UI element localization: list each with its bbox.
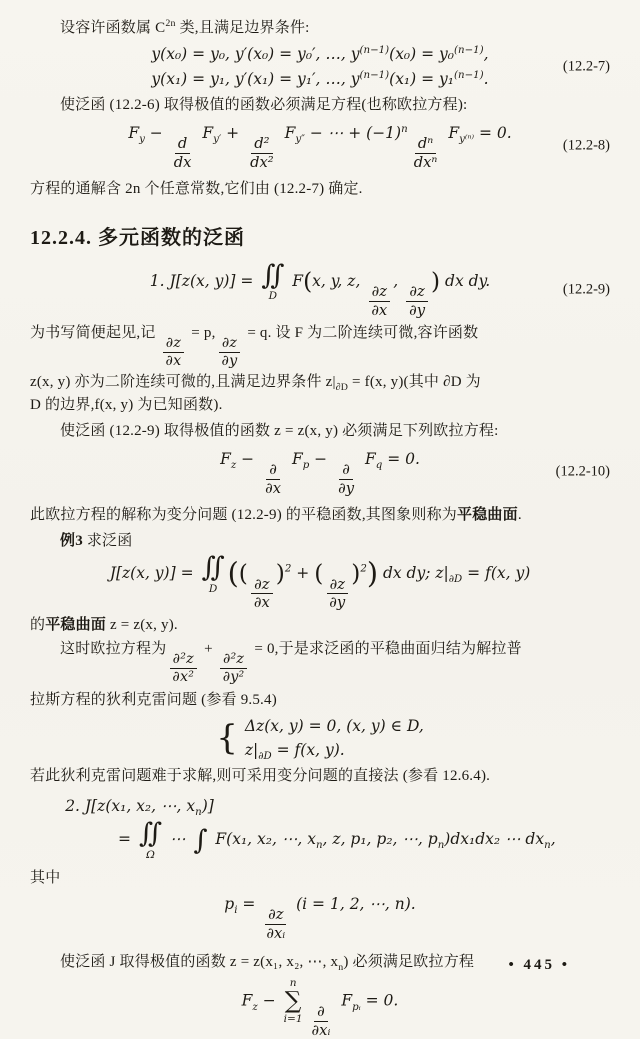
equation-number-12-2-8: (12.2-8) (562, 137, 610, 154)
paragraph-laplace-2: 拉斯方程的狄利克雷问题 (参看 9.5.4) (30, 691, 277, 708)
paragraph-admissible-1: z(x, y) 亦为二阶连续可微的,且满足边界条件 $z|_{\partial D} = f(x$, y)(其中 ∂D 为 (30, 373, 481, 393)
equation-number-12-2-10: (12.2-10) (555, 463, 610, 480)
paragraph-euler-nd-intro: 使泛函 J 取得极值的函数 z = z(x₁, x₂, ⋯, $x_n$) 必须满足欧拉方程 (60, 953, 475, 973)
functional-nd-body-row (30, 820, 610, 860)
equation-number-12-2-9: (12.2-9) (562, 281, 610, 298)
euler-2d-equation: $F_z$ − $\frac{\partial}{\partial x}$ $F_p$ − $\frac{\partial}{\partial y}$ $F_q = 0$. (220, 449, 420, 497)
functional-nd-body: = ∬ Ω ⋯ ∫ F(x₁, x₂, ⋯, $x_n$, z, p₁, p₂, ⋯, $p_n)dx_1dx_2$ ⋯ $dx_n$, (118, 818, 556, 861)
paragraph-example3-tail: 的平稳曲面 z = z(x, y). (30, 617, 178, 634)
boundary-conditions (151, 42, 488, 92)
paragraph-wherein: 其中 (30, 870, 61, 887)
equation-number-12-2-7: (12.2-7) (562, 58, 610, 75)
dirichlet-system-row (30, 714, 610, 762)
paragraph-example3-label: 例3 求泛函 (60, 532, 133, 549)
dirichlet-equation-2: $z|_{\partial D} = f(x$, y). (244, 740, 345, 762)
equation-12-2-9 (30, 259, 610, 319)
example3-equation-row (30, 554, 610, 611)
paragraph-direct-method: 若此狄利克雷问题难于求解,则可采用变分问题的直接法 (参看 12.6.4). (30, 767, 491, 784)
system-brace: { (216, 717, 238, 758)
equation-12-2-10 (30, 447, 610, 497)
dirichlet-equation-1: Δz(x, y) = 0, (x, y) ∈ D, (244, 716, 424, 735)
p-definition: $p_i$ = $\frac{\partial z}{\text{∂xᵢ}}$ (i = 1, 2, ⋯, n). (224, 894, 416, 943)
paragraph-admissible-2: D 的边界,f(x, y) 为已知函数). (30, 397, 223, 414)
euler-nd-row (30, 978, 610, 1039)
functional-nd-head: 2. J[z(x₁, x₂, ⋯, $x_n$)] (65, 796, 214, 818)
page-number: • 445 • (508, 957, 570, 973)
boundary-condition-line-2: y(x₁) = y₁, y′(x₁) = y₁′, …, $y^{(n-1)}(x_1) = y_1^{(n-1)}$. (151, 69, 489, 88)
paragraph-euler2d-intro: 使泛函 (12.2-9) 取得极值的函数 z = z(x, y) 必须满足下列欧拉方程: (60, 423, 499, 440)
example3-equation: J[z(x, y)] = ∬ D (( $\frac{\partial z}{\partial x}$ )$^2$ + ( $\frac{\partial z}{\partial y}$ )$^2$) dx dy; $z|_{\partial D} = f(x$, y) (109, 552, 531, 612)
functional-nd-head-row (30, 794, 610, 819)
functional-2d-equation: 1. J[z(x, y)] = ∬ D F(x, y, z, $\frac{\partial z}{\partial x}$ , $\frac{\partial z}{\partial y}$ ) dx dy. (149, 259, 491, 319)
paragraph-boundary-intro: 设容许函数属 $C^{2n}$ 类,且满足边界条件: (60, 18, 310, 36)
paragraph-euler-intro: 使泛函 (12.2-6) 取得极值的函数必须满足方程(也称欧拉方程): (60, 97, 468, 114)
euler-nd-equation: $F_z$ − n ∑ i=1 $\frac{\partial}{\text{∂xᵢ}}$ $F_{pᵢ} = 0$. (241, 976, 399, 1039)
p-definition-row (30, 892, 610, 942)
paragraph-laplace-1: 这时欧拉方程为 $\frac{\text{∂²z}}{\text{∂x²}}$ + $\frac{\text{∂²z}}{\text{∂y²}}$ = 0,于是求泛函的平稳曲面归结为解拉普 (60, 641, 522, 686)
equation-12-2-8 (30, 121, 610, 171)
paragraph-general-solution: 方程的通解含 2n 个任意常数,它们由 (12.2-7) 确定. (30, 181, 363, 198)
section-heading: 12.2.4. 多元函数的泛函 (30, 226, 245, 249)
dirichlet-equations (245, 714, 424, 762)
boundary-condition-line-1: y(x₀) = y₀, y′(x₀) = y₀′, …, $y^{(n-1)}(x_0) = y_0^{(n-1)}$, (151, 44, 489, 63)
euler-equation: $F_y$ − $\frac{d}{dx}$ $F_{y'}$ + $\frac{\text{d²}}{\text{dx²}}$ $F_{y''}$ − ⋯ + $(-1)^n$ $\frac{\text{dⁿ}}{\text{dxⁿ}}$ $F_{y^{(n)}} = 0$. (128, 123, 512, 172)
paragraph-notation: 为书写简便起见,记 $\frac{\partial z}{\partial x}$ = p, $\frac{\partial z}{\partial y}$ = q. 设 F 为二阶连续可微,容许函数 (30, 324, 479, 370)
paragraph-stationary-note: 此欧拉方程的解称为变分问题 (12.2-9) 的平稳函数,其图象则称为平稳曲面. (30, 506, 522, 523)
dirichlet-system (216, 714, 424, 762)
equation-12-2-7 (30, 42, 610, 92)
